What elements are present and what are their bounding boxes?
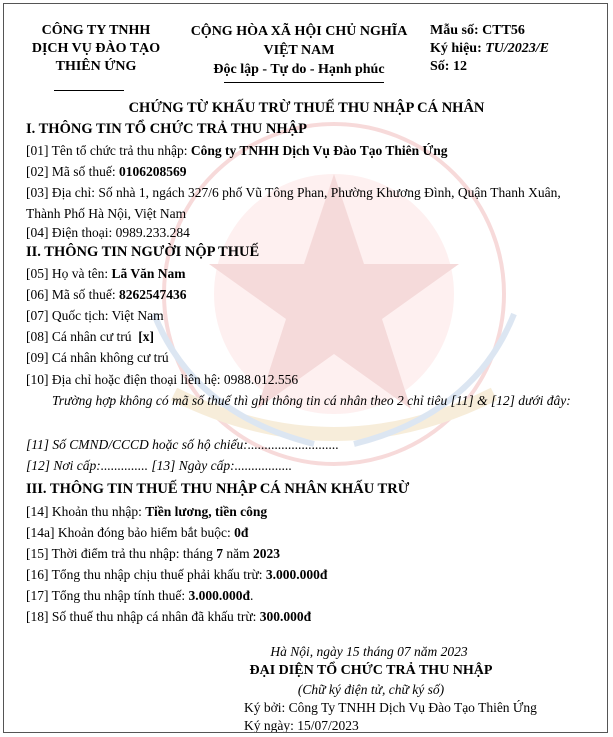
company-header: CÔNG TY TNHH DỊCH VỤ ĐÀO TẠO THIÊN ỨNG [31, 23, 161, 74]
field-03: [03] Địa chỉ: Số nhà 1, ngách 327/6 phố Vũ Tông Phan, Phường Khương Đình, Quận Thanh Xuân, Thành Phố Hà Nội, Việt Nam [26, 185, 561, 221]
field-04: [04] Điện thoại: 0989.233.284 [26, 225, 190, 240]
field-06: [06] Mã số thuế: 8262547436 [26, 287, 187, 302]
field-16: [16] Tổng thu nhập chịu thuế phải khấu trừ: 3.000.000đ [26, 567, 328, 582]
nation-header: CỘNG HÒA XÃ HỘI CHỦ NGHĨA VIỆT NAM Độc lập - Tự do - Hạnh phúc [190, 24, 408, 77]
document-number: 12 [452, 59, 467, 74]
document-title: CHỨNG TỪ KHẤU TRỪ THUẾ THU NHẬP CÁ NHÂN [128, 100, 485, 116]
field-18: [18] Số thuế thu nhập cá nhân đã khấu trừ: 300.000đ [26, 609, 312, 624]
resident-checkbox: [x] [138, 329, 155, 344]
field-12-13: [12] Nơi cấp:.............. [13] Ngày cấp:................. [26, 458, 292, 473]
form-number: CTT56 [482, 23, 525, 38]
field-07: [07] Quốc tịch: Việt Nam [26, 308, 164, 323]
field-02: [02] Mã số thuế: 0106208569 [26, 164, 187, 179]
signed-by: Ký bởi: Công Ty TNHH Dịch Vụ Đào Tạo Thiên Ứng [244, 700, 537, 715]
form-info: Mẫu số: CTT56 Ký hiệu: TU/2023/E Số: 12 [430, 23, 550, 74]
no-tax-code-note: Trường hợp không có mã số thuế thì ghi thông tin cá nhân theo 2 chỉ tiêu [11] & [12] dưới đây: [52, 393, 571, 408]
signature-note: (Chữ ký điện tử, chữ ký số) [297, 682, 445, 697]
signer-title: ĐẠI DIỆN TỔ CHỨC TRẢ THU NHẬP [249, 663, 493, 678]
field-17: [17] Tổng thu nhập tính thuế: 3.000.000đ. [26, 588, 254, 603]
section-2-heading: II. THÔNG TIN NGƯỜI NỘP THUẾ [26, 244, 260, 260]
section-1-heading: I. THÔNG TIN TỔ CHỨC TRẢ THU NHẬP [26, 121, 307, 137]
field-14a: [14a] Khoản đóng bảo hiểm bắt buộc: 0đ [26, 525, 249, 540]
field-09: [09] Cá nhân không cư trú [26, 350, 169, 365]
field-05: [05] Họ và tên: Lã Văn Nam [26, 266, 186, 281]
field-11: [11] Số CMND/CCCD hoặc số hộ chiếu:........................... [26, 437, 339, 452]
field-15: [15] Thời điểm trả thu nhập: tháng 7 năm 2023 [26, 546, 280, 561]
signing-date: Hà Nội, ngày 15 tháng 07 năm 2023 [270, 644, 468, 659]
section-3-heading: III. THÔNG TIN THUẾ THU NHẬP CÁ NHÂN KHẤU TRỪ [26, 481, 410, 497]
signed-date: Ký ngày: 15/07/2023 [244, 718, 359, 733]
field-01: [01] Tên tổ chức trả thu nhập: Công ty TNHH Dịch Vụ Đào Tạo Thiên Ứng [26, 143, 448, 158]
field-10: [10] Địa chỉ hoặc điện thoại liên hệ: 0988.012.556 [26, 372, 299, 387]
motto-underline [224, 82, 384, 83]
field-14: [14] Khoản thu nhập: Tiền lương, tiền công [26, 504, 268, 519]
company-underline [54, 90, 124, 91]
field-08: [08] Cá nhân cư trú [x] [26, 329, 155, 344]
form-symbol: TU/2023/E [485, 41, 550, 56]
tax-withholding-document [3, 3, 608, 733]
